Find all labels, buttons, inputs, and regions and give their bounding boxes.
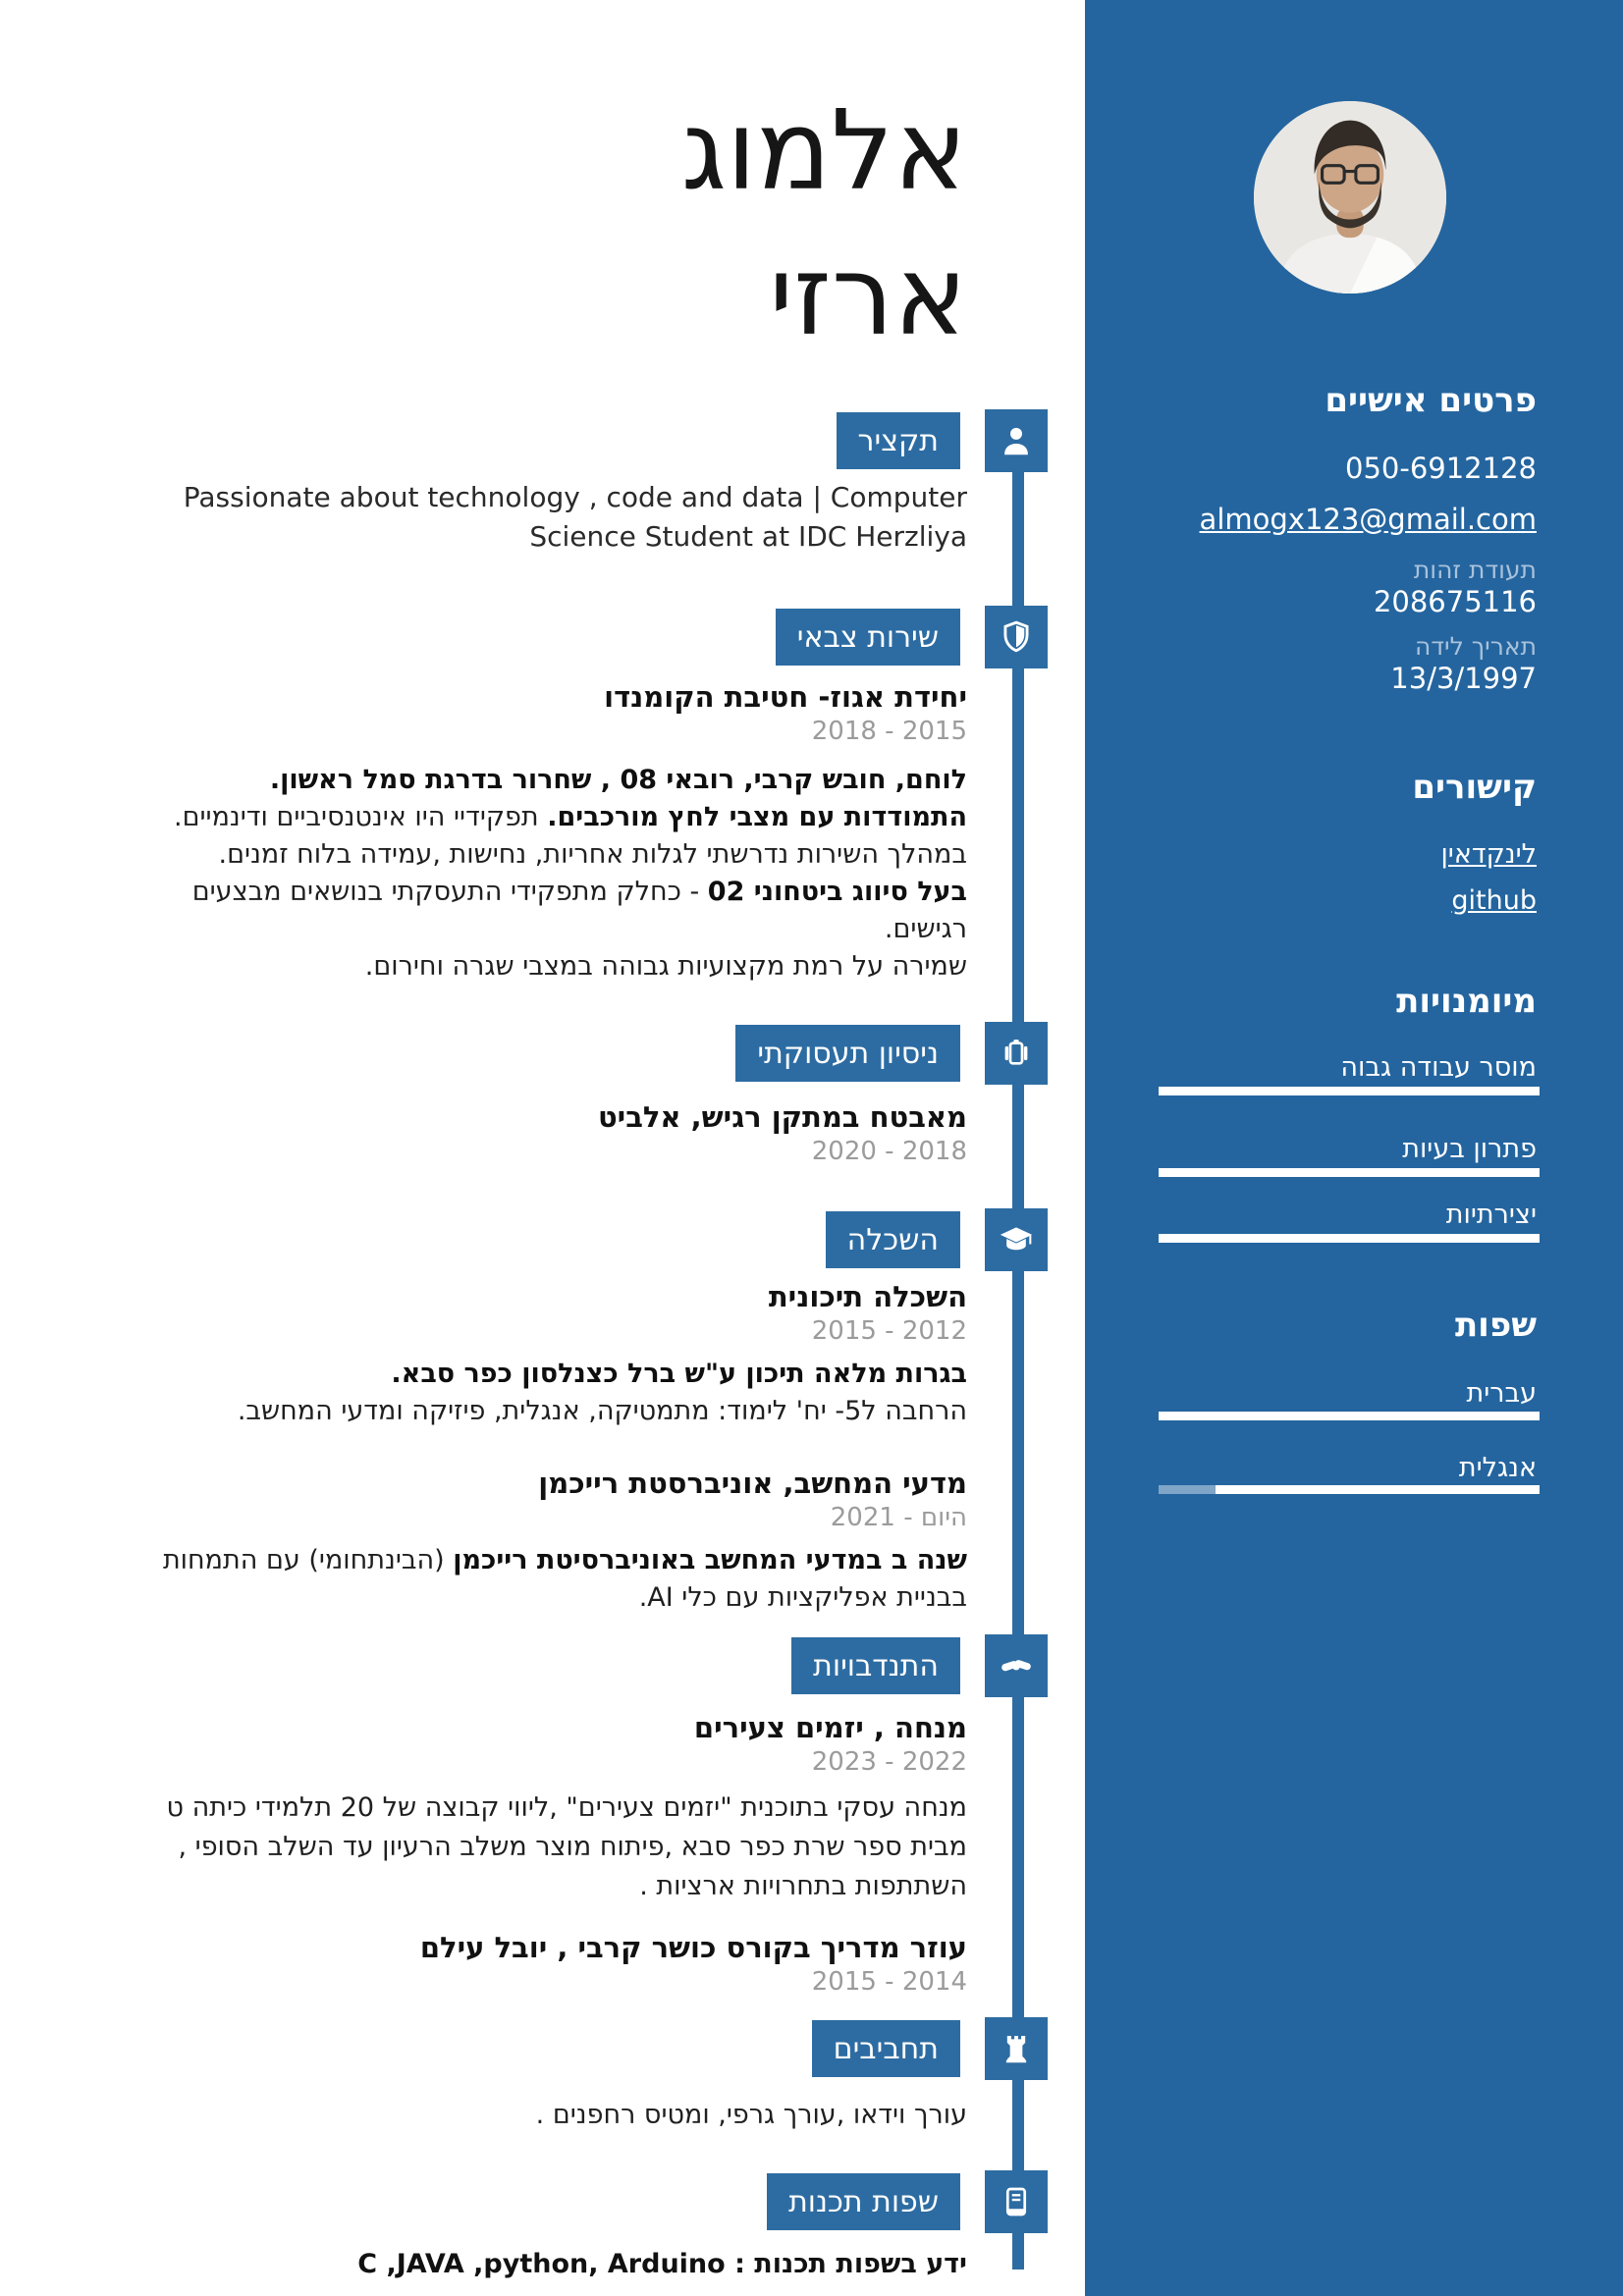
skill-bar-fill [1159, 1087, 1540, 1095]
candidate-name [0, 79, 967, 369]
personal-details-title: פרטים אישיים [1325, 381, 1537, 420]
sidebar [1085, 0, 1623, 2296]
section-title-volunteering: התנדבויות [791, 1637, 960, 1694]
education-entry-date: 2015 - 2012 [811, 1316, 967, 1346]
experience-title: מאבטח במתקן רגיש, אלביט [597, 1100, 967, 1134]
first-name: אלמוג [680, 87, 967, 215]
skill-bar [1159, 1168, 1540, 1177]
languages-title: שפות [1454, 1306, 1537, 1345]
volunteering-entry-title: עוזר מדריך בקורס כושר קרבי , יובל עילם [419, 1931, 967, 1964]
volunteering-entry-date: 2015 - 2014 [811, 1967, 967, 1997]
skills-title: מיומנויות [1396, 982, 1537, 1021]
military-line1: לוחם, חובש קרבי, רובאי 08 , שחרור בדרגת סמל ראשון. [269, 765, 967, 795]
section-title-experience: ניסיון תעסוקתי [735, 1025, 960, 1082]
education-entry-text: שנה ב במדעי המחשב באוניברסיטת רייכמן (הבינתחומי) עם התמחות בבניית אפליקציות עם כלי AI. [162, 1545, 967, 1613]
education-entry-bold: בגרות מלאה תיכון ע"ש ברל כצנלסון כפר סבא. [391, 1359, 967, 1389]
section-title-military: שירות צבאי [776, 609, 960, 666]
section-title-summary: תקציר [837, 412, 960, 469]
language-bar [1159, 1485, 1540, 1494]
portrait-photo [1254, 101, 1446, 294]
graduation-cap-icon [998, 1221, 1035, 1258]
military-line4: בעל סיווג ביטחוני 02 - כחלק מתפקידי התעסקתי בנושאים מבצעים רגישים. [191, 877, 967, 944]
skill-label: יצירתיות [1445, 1200, 1537, 1230]
volunteering-section [103, 1710, 967, 1999]
military-body [111, 762, 967, 986]
skill-bar [1159, 1234, 1540, 1243]
avatar [1254, 101, 1446, 294]
summary-icon-box [985, 409, 1048, 472]
email-link[interactable]: almogx123@gmail.com [1199, 503, 1537, 536]
programming-icon-box [985, 2170, 1048, 2233]
handshake-icon [998, 1647, 1035, 1684]
skill-label: פתרון בעיות [1402, 1134, 1537, 1164]
skill-bar-fill [1159, 1234, 1540, 1243]
section-title-programming: שפות תכנות [767, 2173, 960, 2230]
book-icon [998, 2183, 1035, 2220]
military-line5: שמירה על רמת מקצועיות גבוהה במצבי שגרה וחירום. [364, 951, 967, 982]
skill-bar [1159, 1087, 1540, 1095]
experience-icon-box [985, 1022, 1048, 1085]
language-bar-fill [1216, 1485, 1540, 1494]
language-bar-fill [1159, 1412, 1540, 1420]
experience-section [111, 1099, 967, 1168]
language-label: עברית [1466, 1378, 1537, 1409]
shield-icon [998, 618, 1035, 656]
volunteering-entry-text: מנחה עסקי בתוכנית "יזמים צעירים" ,ליווי קבוצה של 20 תלמידי כיתה ט מבית ספר שרת כפר סבא ,פיתוח מוצר משלב הרעיון עד השלב הסופי , השתתפות בתחרויות ארציות . [166, 1792, 967, 1901]
education-entry [103, 1466, 967, 1617]
volunteering-entry [103, 1930, 967, 1999]
military-icon-box [985, 606, 1048, 668]
birth-date-value: 13/3/1997 [1390, 662, 1537, 695]
volunteering-entry [103, 1710, 967, 1906]
github-link[interactable]: github [1451, 885, 1537, 916]
education-entry-title: מדעי המחשב, אוניברסטת רייכמן [538, 1467, 967, 1500]
volunteering-icon-box [985, 1634, 1048, 1697]
timeline-line [1012, 432, 1024, 2269]
education-section [103, 1279, 967, 1617]
hobbies-icon-box [985, 2017, 1048, 2080]
language-bar [1159, 1412, 1540, 1420]
birth-date-label: תאריך לידה [1415, 632, 1537, 661]
military-section [111, 679, 967, 986]
section-title-education: השכלה [826, 1211, 960, 1268]
skill-label: מוסר עבודה גבוה [1340, 1052, 1537, 1083]
summary-text: Passionate about technology , code and data | Computer Science Student at IDC Herzliya [183, 481, 967, 553]
language-label: אנגלית [1458, 1453, 1537, 1483]
education-entry-title: השכלה תיכונית [768, 1280, 967, 1313]
experience-date: 2020 - 2018 [811, 1137, 967, 1166]
hobbies-text: עורך וידאו ,עורך גרפי, ומטיס רחפנים . [535, 2100, 967, 2130]
programming-text: ידע בשפות תכנות : C ,JAVA ,python, Arduino [357, 2249, 967, 2279]
volunteering-entry-date: 2023 - 2022 [811, 1747, 967, 1777]
military-title: יחידת אגוז- חטיבת הקומנדו [604, 680, 967, 714]
id-label: תעודת זהות [1413, 556, 1537, 584]
education-entry-text: הרחבה ל5- יח' לימוד: מתמטיקה, אנגלית, פיזיקה ומדעי המחשב. [237, 1396, 967, 1426]
education-entry [103, 1279, 967, 1430]
last-name: ארזי [769, 233, 967, 360]
skill-bar-fill [1159, 1168, 1540, 1177]
military-line3: במהלך השירות נדרשתי לגלות אחריות, נחישות ,עמידה בלוח זמנים. [218, 839, 967, 870]
military-line2: התמודדות עם מצבי לחץ מורכבים. תפקידיי היו אינטנסיביים ודינמיים. [174, 802, 967, 832]
phone-number: 050-6912128 [1345, 452, 1537, 485]
briefcase-icon [998, 1035, 1035, 1072]
id-value: 208675116 [1373, 585, 1537, 618]
person-icon [998, 422, 1035, 459]
links-title: קישורים [1412, 768, 1537, 807]
section-title-hobbies: תחביבים [812, 2020, 960, 2077]
volunteering-entry-title: מנחה , יזמים צעירים [693, 1711, 967, 1744]
education-entry-date: 2021 - היום [830, 1503, 967, 1532]
education-icon-box [985, 1208, 1048, 1271]
military-date: 2018 - 2015 [811, 717, 967, 746]
linkedin-link[interactable]: לינקדאין [1440, 839, 1537, 870]
rook-icon [998, 2030, 1035, 2067]
